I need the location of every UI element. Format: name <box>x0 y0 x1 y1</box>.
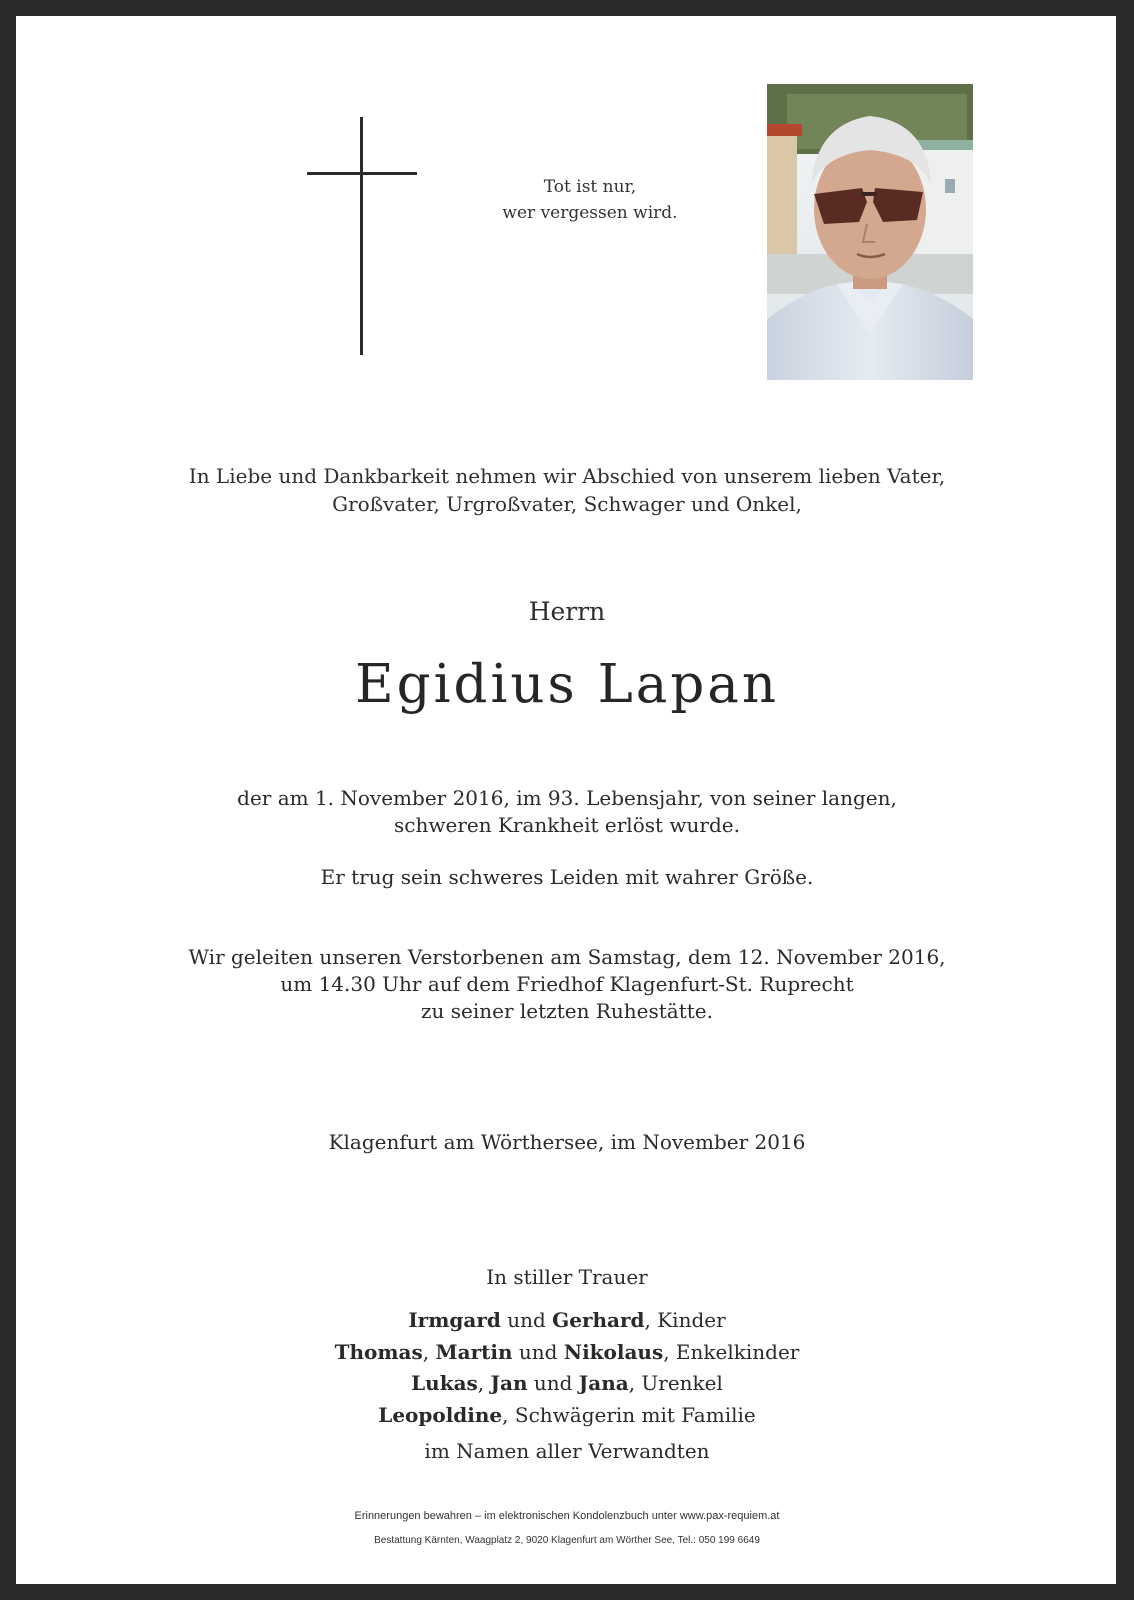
family-name: Thomas <box>334 1339 423 1364</box>
portrait-image <box>767 84 973 380</box>
footer-funeral-home: Bestattung Kärnten, Waagplatz 2, 9020 Klagenfurt am Wörther See, Tel.: 050 199 6649 <box>374 1535 760 1546</box>
honorific: Herrn <box>528 597 606 626</box>
family-row <box>20 1400 1114 1432</box>
place-date: Klagenfurt am Wörthersee, im November 2016 <box>328 1130 806 1154</box>
motto-line: Tot ist nur, <box>543 177 637 197</box>
intro-line: In Liebe und Dankbarkeit nehmen wir Abschied von unserem lieben Vater, <box>188 464 946 488</box>
motto <box>470 174 710 226</box>
footer-condolence-note: Erinnerungen bewahren – im elektronischen Kondolenzbuch unter www.pax-requiem.at <box>354 1510 780 1522</box>
family-name: Gerhard <box>552 1308 645 1332</box>
family-name: Lukas <box>411 1371 478 1395</box>
death-notice <box>20 785 1114 839</box>
family-text: und <box>500 1308 553 1332</box>
funeral-line: um 14.30 Uhr auf dem Friedhof Klagenfurt-St. Ruprecht <box>280 972 854 996</box>
introduction <box>20 462 1114 518</box>
funeral-line: zu seiner letzten Ruhestätte. <box>421 999 713 1023</box>
family-list <box>20 1305 1114 1431</box>
funeral-line: Wir geleiten unseren Verstorbenen am Samstag, dem 12. November 2016, <box>188 945 946 969</box>
family-row <box>20 1305 1114 1337</box>
intro-line: Großvater, Urgroßvater, Schwager und Onkel, <box>332 492 802 516</box>
family-text: und <box>527 1371 579 1395</box>
family-relation: , Schwägerin mit Familie <box>502 1402 756 1427</box>
family-name: Leopoldine <box>378 1402 503 1427</box>
mourning-title: In stiller Trauer <box>486 1265 648 1289</box>
family-text: , <box>477 1371 491 1395</box>
family-name: Irmgard <box>408 1308 501 1332</box>
family-row <box>20 1337 1114 1369</box>
family-relation: , Urenkel <box>628 1371 723 1395</box>
family-name: Martin <box>435 1339 513 1364</box>
deceased-name: Egidius Lapan <box>354 654 780 715</box>
family-row <box>20 1368 1114 1400</box>
family-text: und <box>512 1339 564 1364</box>
family-name: Jan <box>490 1371 528 1395</box>
death-notice-line: schweren Krankheit erlöst wurde. <box>394 813 740 837</box>
cross-icon <box>307 117 417 355</box>
motto-line: wer vergessen wird. <box>502 203 678 223</box>
family-name: Nikolaus <box>563 1339 664 1364</box>
quote: Er trug sein schweres Leiden mit wahrer Größe. <box>320 865 814 889</box>
death-notice-line: der am 1. November 2016, im 93. Lebensjahr, von seiner langen, <box>237 786 897 810</box>
all-relatives: im Namen aller Verwandten <box>424 1439 710 1463</box>
family-relation: , Kinder <box>644 1308 726 1332</box>
portrait-photo <box>767 84 973 380</box>
funeral-details <box>20 944 1114 1025</box>
family-text: , <box>422 1339 436 1364</box>
family-relation: , Enkelkinder <box>663 1339 800 1364</box>
family-name: Jana <box>578 1371 629 1395</box>
